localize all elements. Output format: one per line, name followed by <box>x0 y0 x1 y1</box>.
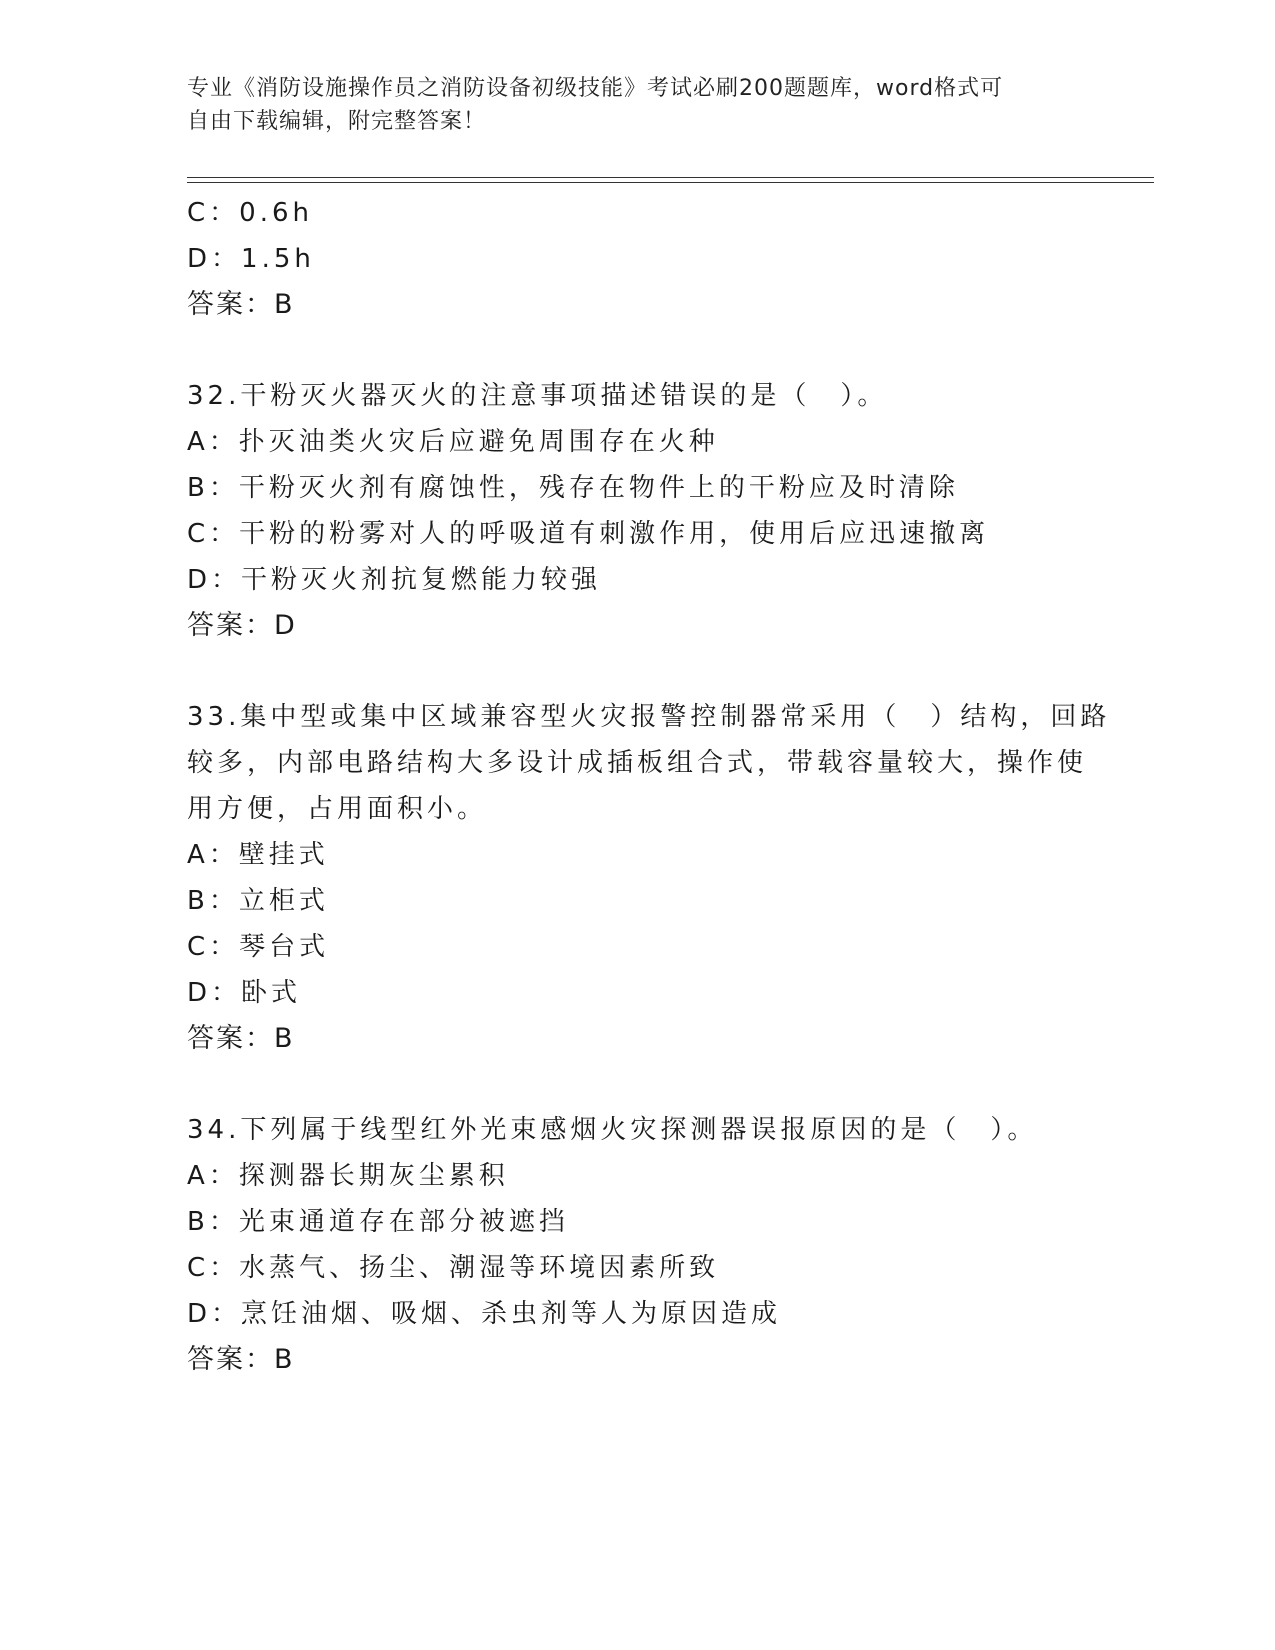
option-d: D：卧式 <box>187 978 302 1008</box>
option-b: B：干粉灭火剂有腐蚀性，残存在物件上的干粉应及时清除 <box>187 473 959 503</box>
document-header <box>187 72 1067 138</box>
option-b: B：光束通道存在部分被遮挡 <box>187 1207 569 1237</box>
answer: 答案：B <box>187 1023 295 1054</box>
option-d: D：干粉灭火剂抗复燃能力较强 <box>187 565 602 595</box>
question-text-line-1: 33.集中型或集中区域兼容型火灾报警控制器常采用（ ）结构，回路 <box>187 702 1111 732</box>
option-c: C：琴台式 <box>187 932 330 962</box>
header-line-1: 专业《消防设施操作员之消防设备初级技能》考试必刷200题题库，word格式可 <box>187 76 1004 101</box>
header-divider-bottom <box>187 182 1154 183</box>
question-text-line-2: 较多，内部电路结构大多设计成插板组合式，带载容量较大，操作使 <box>187 748 1088 778</box>
option-b: B：立柜式 <box>187 886 329 916</box>
header-divider-top <box>187 177 1154 178</box>
question-32 <box>187 373 1087 649</box>
question-text: 32.干粉灭火器灭火的注意事项描述错误的是（ ）。 <box>187 381 888 411</box>
option-d: D：1.5h <box>187 244 315 274</box>
option-c: C：干粉的粉雾对人的呼吸道有刺激作用，使用后应迅速撤离 <box>187 519 990 549</box>
answer: 答案：B <box>187 289 295 320</box>
question-text: 34.下列属于线型红外光束感烟火灾探测器误报原因的是（ ）。 <box>187 1115 1038 1145</box>
question-list <box>187 190 1111 1383</box>
option-c: C：0.6h <box>187 198 313 228</box>
option-a: A：壁挂式 <box>187 840 329 870</box>
question-34 <box>187 1107 1087 1383</box>
question-31-tail <box>187 190 1087 328</box>
question-text-line-3: 用方便，占用面积小。 <box>187 794 488 824</box>
option-a: A：探测器长期灰尘累积 <box>187 1161 509 1191</box>
answer: 答案：D <box>187 610 297 641</box>
option-a: A：扑灭油类火灾后应避免周围存在火种 <box>187 427 719 457</box>
option-c: C：水蒸气、扬尘、潮湿等环境因素所致 <box>187 1253 720 1283</box>
header-line-2: 自由下载编辑，附完整答案！ <box>187 109 487 134</box>
question-33 <box>187 694 1111 1062</box>
option-d: D：烹饪油烟、吸烟、杀虫剂等人为原因造成 <box>187 1299 782 1329</box>
answer: 答案：B <box>187 1344 295 1375</box>
